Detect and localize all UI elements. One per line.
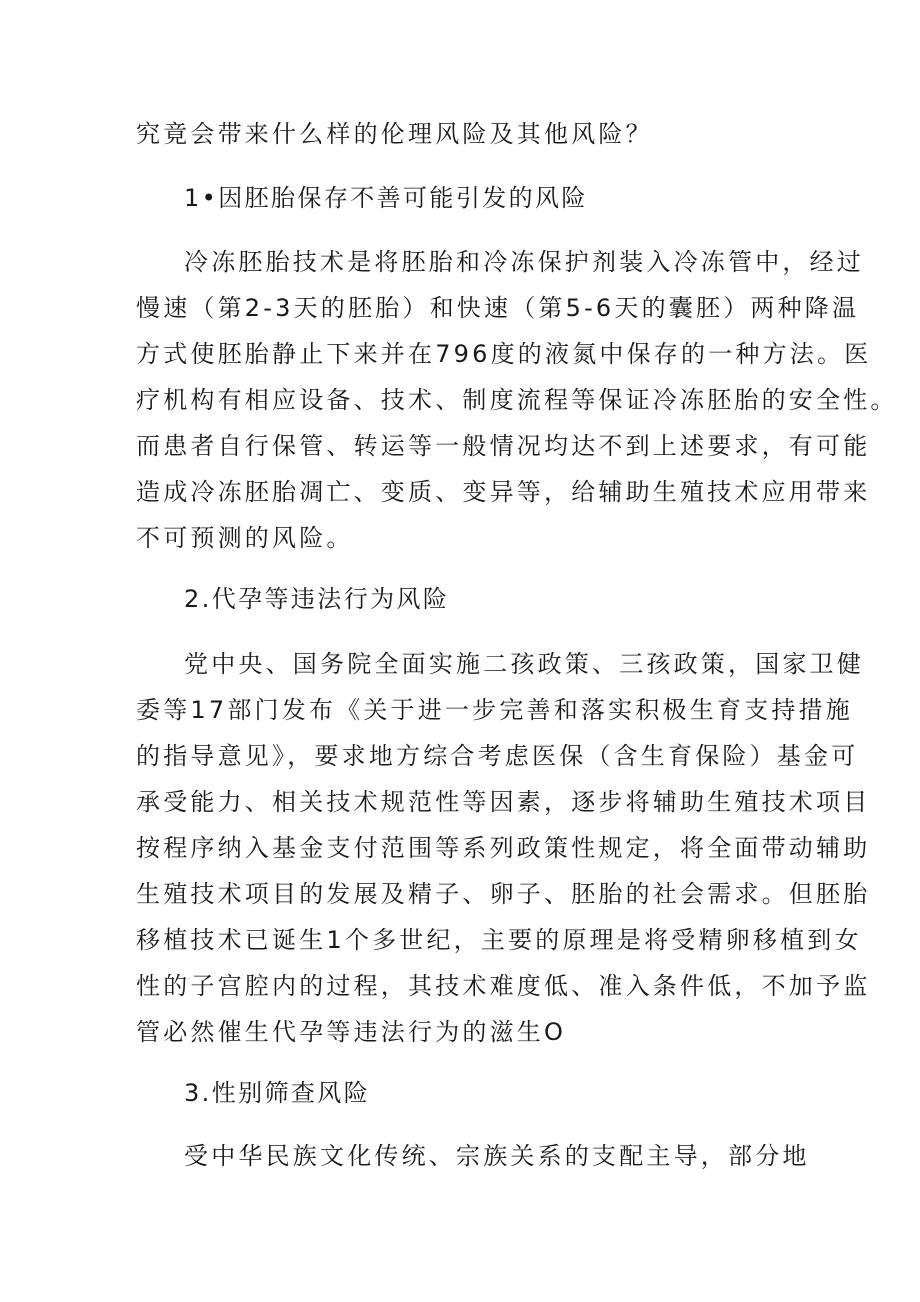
paragraph-2-line-8: 性的子宫腔内的过程，其技术难度低、准入条件低，不加予监 <box>136 972 871 1000</box>
paragraph-2-line-9: 管必然催生代孕等违法行为的滋生O <box>136 1018 567 1046</box>
paragraph-1-line-4: 疗机构有相应设备、技术、制度流程等保证冷冻胚胎的安全性。 <box>136 386 898 414</box>
text-line-intro-question: 究竟会带来什么样的伦理风险及其他风险？ <box>136 120 653 148</box>
paragraph-3-line-1: 受中华民族文化传统、宗族关系的支配主导，部分地 <box>184 1142 810 1170</box>
paragraph-2-line-2: 委等17部门发布《关于进一步完善和落实积极生育支持措施 <box>136 696 853 724</box>
section-heading-2: 2.代孕等违法行为风险 <box>184 585 450 613</box>
paragraph-1-line-3: 方式使胚胎静止下来并在796度的液氮中保存的一种方法。医 <box>136 340 872 368</box>
paragraph-2-line-1: 党中央、国务院全面实施二孩政策、三孩政策，国家卫健 <box>184 650 864 678</box>
section-heading-1: 1•因胚胎保存不善可能引发的风险 <box>184 184 588 212</box>
paragraph-2-line-4: 承受能力、相关技术规范性等因素，逐步将辅助生殖技术项目 <box>136 788 871 816</box>
paragraph-2-line-5: 按程序纳入基金支付范围等系列政策性规定，将全面带动辅助 <box>136 834 871 862</box>
section-heading-3: 3.性别筛查风险 <box>184 1079 371 1107</box>
paragraph-2-line-6: 生殖技术项目的发展及精子、卵子、胚胎的社会需求。但胚胎 <box>136 880 871 908</box>
paragraph-1-line-5: 而患者自行保管、转运等一般情况均达不到上述要求，有可能 <box>136 432 871 460</box>
paragraph-1-line-7: 不可预测的风险。 <box>136 524 354 552</box>
paragraph-1-line-6: 造成冷冻胚胎凋亡、变质、变异等，给辅助生殖技术应用带来 <box>136 478 871 506</box>
paragraph-2-line-7: 移植技术已诞生1个多世纪，主要的原理是将受精卵移植到女 <box>136 926 862 954</box>
paragraph-1-line-2: 慢速（第2-3天的胚胎）和快速（第5-6天的囊胚）两种降温 <box>136 294 860 322</box>
paragraph-2-line-3: 的指导意见》，要求地方综合考虑医保（含生育保险）基金可 <box>136 742 859 770</box>
paragraph-1-line-1: 冷冻胚胎技术是将胚胎和冷冻保护剂装入冷冻管中，经过 <box>184 248 864 276</box>
